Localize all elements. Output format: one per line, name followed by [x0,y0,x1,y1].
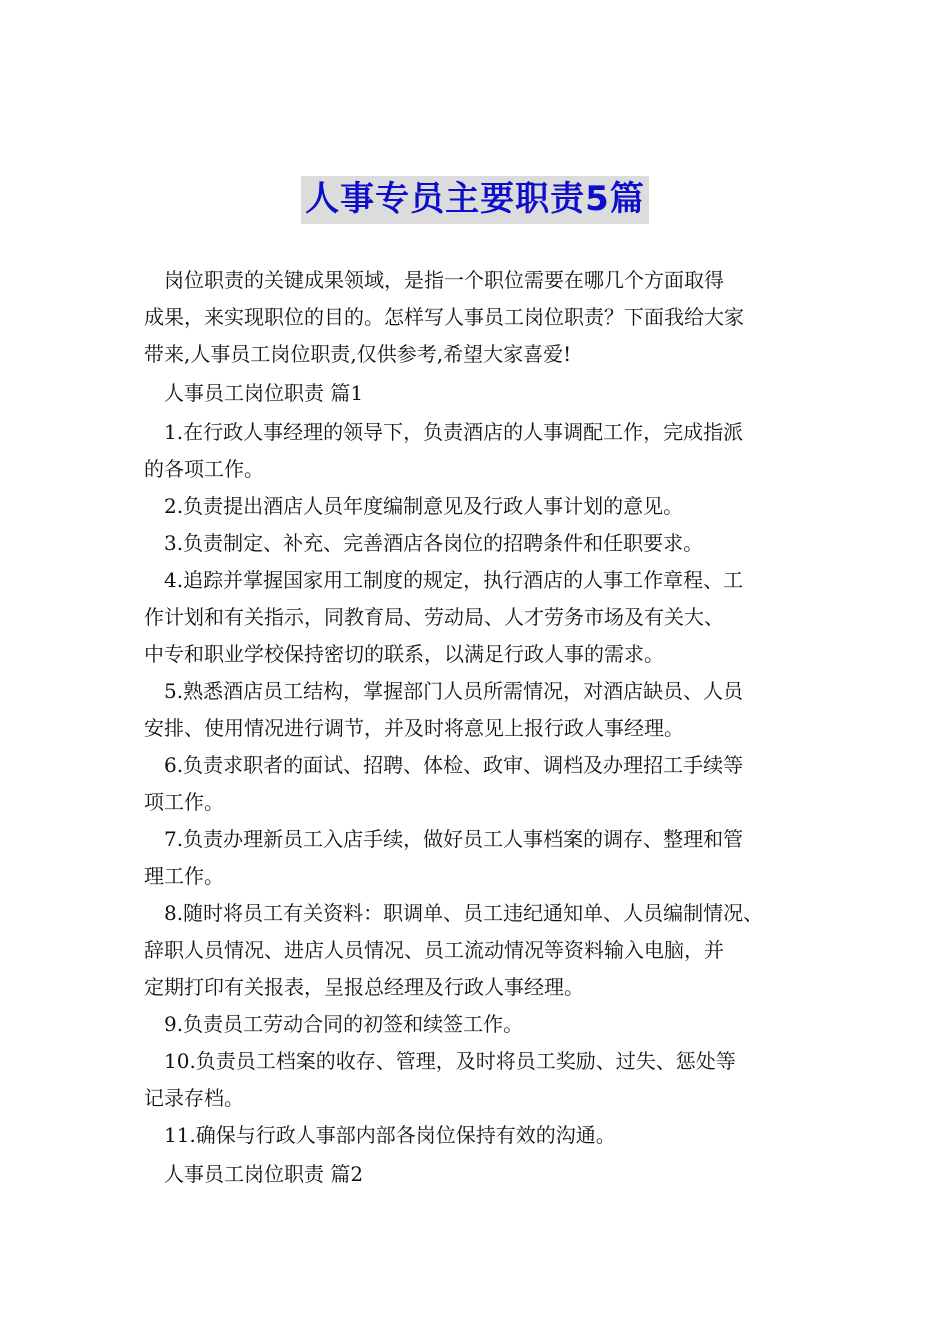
list-item-line: 中专和职业学校保持密切的联系，以满足行政人事的需求。 [144,642,664,666]
list-item [144,895,812,1006]
section-heading-2: 人事员工岗位职责 篇2 [164,1162,364,1186]
list-item-line: 2.负责提出酒店人员年度编制意见及行政人事计划的意见。 [164,494,684,518]
list-item-line: 4.追踪并掌握国家用工制度的规定，执行酒店的人事工作章程、工 [164,568,744,592]
intro-line: 岗位职责的关键成果领域，是指一个职位需要在哪几个方面取得 [164,268,724,292]
list-item-line: 项工作。 [144,790,224,814]
list-item-line: 6.负责求职者的面试、招聘、体检、政审、调档及办理招工手续等 [164,753,744,777]
list-item-line: 1.在行政人事经理的领导下，负责酒店的人事调配工作，完成指派 [164,420,744,444]
intro-line: 带来,人事员工岗位职责,仅供参考,希望大家喜爱! [144,342,572,366]
section-heading-1: 人事员工岗位职责 篇1 [164,381,364,405]
list-item-line: 10.负责员工档案的收存、管理，及时将员工奖励、过失、惩处等 [164,1049,736,1073]
list-item-line: 5.熟悉酒店员工结构，掌握部门人员所需情况，对酒店缺员、人员 [164,679,744,703]
document-title: 人事专员主要职责5篇 [301,176,649,224]
list-item [144,1006,812,1043]
list-item [144,821,812,895]
list-item-line: 作计划和有关指示，同教育局、劳动局、人才劳务市场及有关大、 [144,605,724,629]
list-item-line: 安排、使用情况进行调节，并及时将意见上报行政人事经理。 [144,716,684,740]
list-item [144,414,812,488]
list-item [144,673,812,747]
list-item [144,488,812,525]
list-item [144,1043,812,1117]
document-body [144,262,812,1195]
list-item-line: 11.确保与行政人事部内部各岗位保持有效的沟通。 [164,1123,616,1147]
intro-paragraph [144,262,812,373]
list-item-line: 9.负责员工劳动合同的初签和续签工作。 [164,1012,524,1036]
list-item [144,525,812,562]
list-item-line: 定期打印有关报表，呈报总经理及行政人事经理。 [144,975,584,999]
list-item-line: 7.负责办理新员工入店手续，做好员工人事档案的调存、整理和管 [164,827,744,851]
list-item-line: 8.随时将员工有关资料：职调单、员工违纪通知单、人员编制情况、 [164,901,764,925]
list-item-line: 辞职人员情况、进店人员情况、员工流动情况等资料输入电脑，并 [144,938,724,962]
list-item [144,1117,812,1154]
list-item-line: 3.负责制定、补充、完善酒店各岗位的招聘条件和任职要求。 [164,531,704,555]
intro-line: 成果，来实现职位的目的。怎样写人事员工岗位职责？下面我给大家 [144,305,744,329]
list-item-line: 理工作。 [144,864,224,888]
list-item-line: 的各项工作。 [144,457,264,481]
list-item [144,562,812,673]
list-item [144,747,812,821]
title-container [0,176,950,224]
list-item-line: 记录存档。 [144,1086,244,1110]
